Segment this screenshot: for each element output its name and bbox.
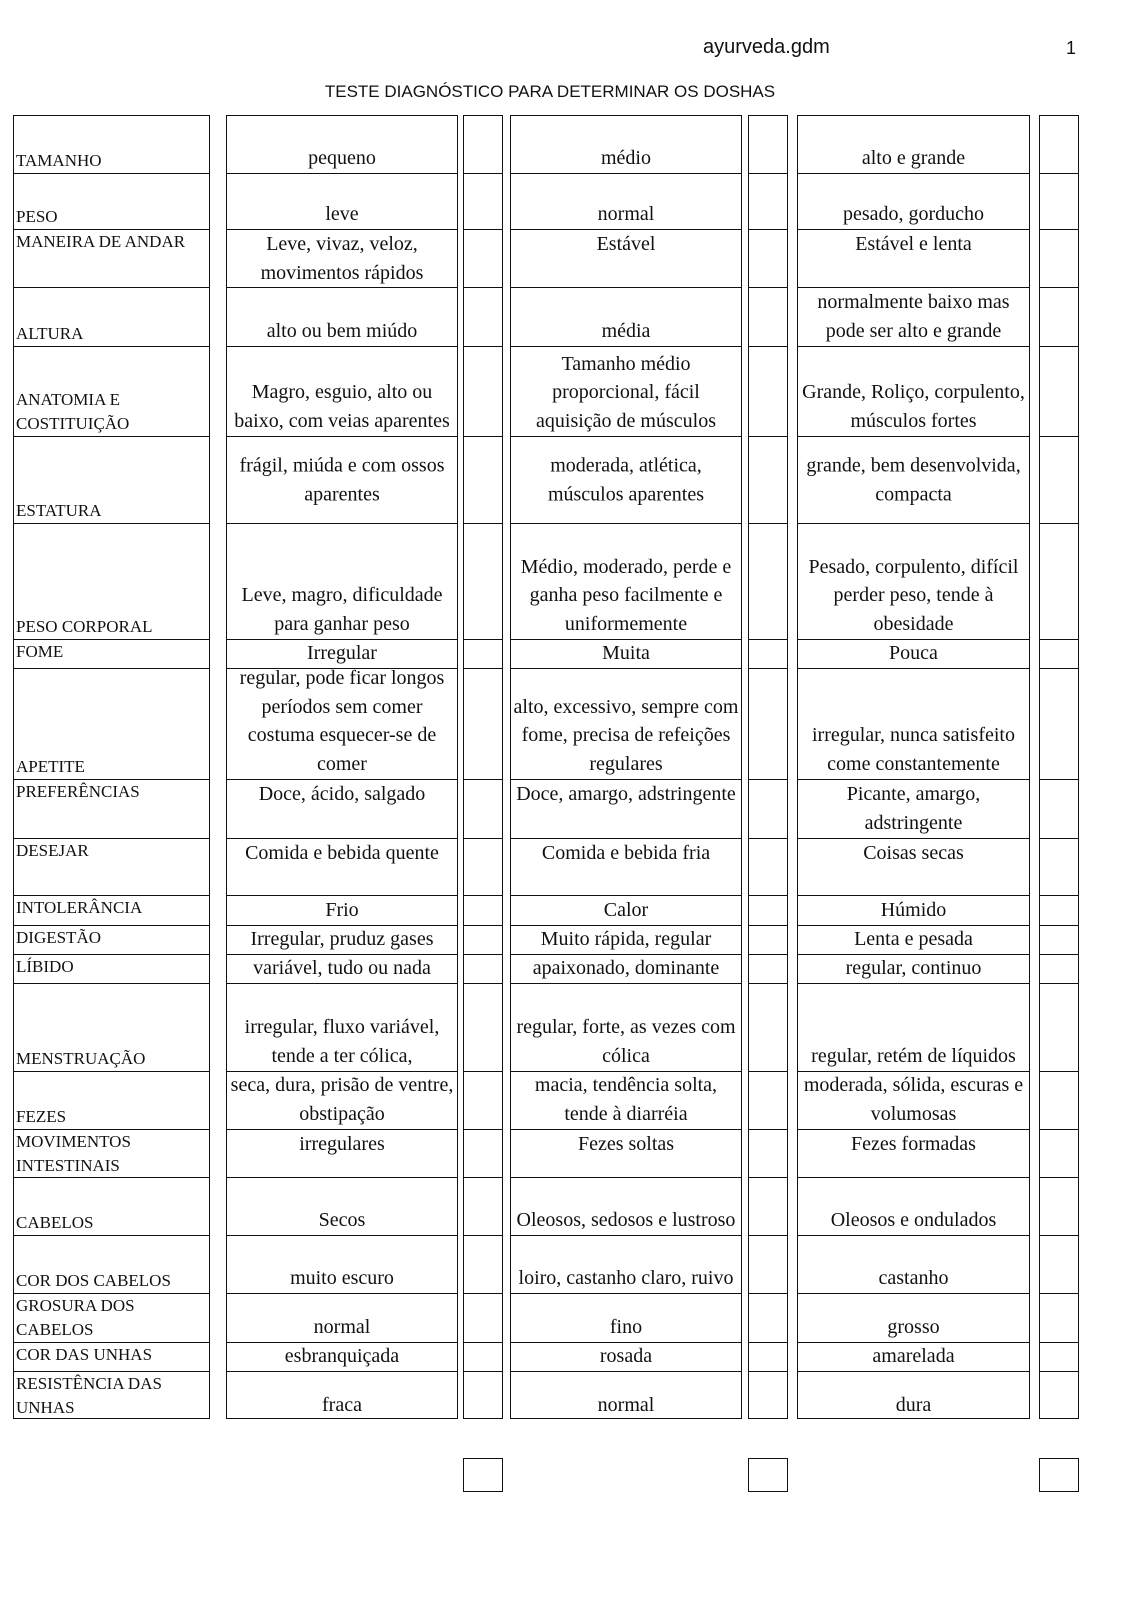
- value-text: irregulares: [299, 1133, 385, 1155]
- value-cell: [511, 1071, 741, 1129]
- value-cell: [511, 287, 741, 346]
- value-text: Húmido: [880, 898, 947, 921]
- value-text: Muita: [602, 641, 650, 664]
- check-box[interactable]: [464, 1071, 502, 1129]
- value-text: Oleosos, sedosos e lustroso: [516, 1208, 736, 1231]
- value-cell: [798, 639, 1029, 668]
- value-text: Fezes soltas: [577, 1133, 675, 1155]
- value-cell: [227, 173, 457, 229]
- value-cell: [798, 1342, 1029, 1371]
- total-box-2[interactable]: [748, 1458, 788, 1492]
- row-label: PREFERÊNCIAS: [16, 782, 140, 801]
- dosha1-column: [226, 115, 458, 1419]
- check-box[interactable]: [464, 1235, 502, 1293]
- check-box[interactable]: [1040, 287, 1078, 346]
- value-text: Picante, amargo, adstringente: [846, 783, 981, 834]
- check-box[interactable]: [464, 436, 502, 523]
- value-text: alto ou bem miúdo: [266, 319, 418, 342]
- value-cell: [511, 954, 741, 983]
- value-cell: [511, 983, 741, 1071]
- value-cell: [798, 1235, 1029, 1293]
- check-box[interactable]: [1040, 895, 1078, 925]
- value-cell: [798, 779, 1029, 838]
- value-text: regular, continuo: [845, 956, 982, 979]
- value-cell: [227, 1177, 457, 1235]
- row-label-cell: [14, 925, 209, 954]
- value-cell: [511, 925, 741, 954]
- value-text: regular, pode ficar longos períodos sem comer costuma esquecer-se de comer: [239, 667, 445, 775]
- value-text: Tamanho médio proporcional, fácil aquisição de músculos: [536, 352, 716, 432]
- value-text: Leve, magro, dificuldade para ganhar peso: [241, 584, 443, 635]
- check-box[interactable]: [1040, 1342, 1078, 1371]
- value-cell: [227, 346, 457, 436]
- row-label-cell: [14, 346, 209, 436]
- row-label: ANATOMIA E COSTITUIÇÃO: [16, 390, 130, 433]
- row-label-cell: [14, 954, 209, 983]
- check-box[interactable]: [464, 639, 502, 668]
- check-box[interactable]: [464, 229, 502, 287]
- check-box[interactable]: [1040, 1371, 1078, 1420]
- value-cell: [798, 1177, 1029, 1235]
- value-text: normal: [597, 1393, 655, 1416]
- value-cell: [511, 229, 741, 287]
- value-cell: [798, 895, 1029, 925]
- row-label: APETITE: [16, 757, 85, 776]
- value-text: Pesado, corpulento, difícil perder peso, tende à obesidade: [808, 555, 1019, 635]
- row-label-cell: [14, 523, 209, 639]
- check-box[interactable]: [464, 346, 502, 436]
- value-cell: [511, 668, 741, 779]
- value-text: médio: [601, 146, 651, 169]
- row-label-cell: [14, 983, 209, 1071]
- value-text: fino: [609, 1315, 643, 1338]
- value-text: Doce, ácido, salgado: [258, 783, 426, 805]
- value-text: fraca: [322, 1393, 362, 1416]
- value-cell: [798, 436, 1029, 523]
- check-box[interactable]: [464, 983, 502, 1071]
- value-cell: [511, 1235, 741, 1293]
- check-box[interactable]: [749, 895, 787, 925]
- value-cell: [227, 287, 457, 346]
- value-text: normalmente baixo mas pode ser alto e grande: [817, 291, 1010, 342]
- value-text: frágil, miúda e com ossos aparentes: [239, 454, 445, 505]
- value-text: normal: [313, 1315, 371, 1338]
- row-label-cell: [14, 116, 209, 173]
- value-text: Pouca: [889, 641, 938, 664]
- check-box[interactable]: [749, 838, 787, 895]
- header-filename: ayurveda.gdm: [703, 36, 830, 58]
- row-label-cell: [14, 229, 209, 287]
- value-cell: [227, 116, 457, 173]
- check-box[interactable]: [1040, 954, 1078, 983]
- value-cell: [511, 1371, 741, 1420]
- value-text: Calor: [603, 898, 649, 921]
- page-title: TESTE DIAGNÓSTICO PARA DETERMINAR OS DOSHAS: [324, 82, 776, 101]
- check-box[interactable]: [464, 838, 502, 895]
- value-cell: [227, 1371, 457, 1420]
- value-cell: [798, 229, 1029, 287]
- value-cell: [511, 779, 741, 838]
- value-cell: [227, 668, 457, 779]
- value-text: Lenta e pesada: [854, 927, 973, 950]
- value-text: Secos: [318, 1208, 366, 1231]
- check-box[interactable]: [464, 173, 502, 229]
- value-cell: [798, 983, 1029, 1071]
- value-cell: [798, 116, 1029, 173]
- check-box[interactable]: [464, 1293, 502, 1342]
- value-text: variável, tudo ou nada: [253, 956, 431, 979]
- row-label: MANEIRA DE ANDAR: [16, 232, 186, 251]
- row-label: FOME: [16, 642, 64, 661]
- check-box[interactable]: [749, 287, 787, 346]
- row-label-cell: [14, 639, 209, 668]
- check-box[interactable]: [749, 1342, 787, 1371]
- value-text: Frio: [325, 898, 359, 921]
- value-text: Doce, amargo, adstringente: [516, 783, 736, 805]
- page-number: 1: [1066, 38, 1077, 58]
- value-text: dura: [895, 1393, 932, 1416]
- value-text: irregular, fluxo variável, tende a ter cólica,: [244, 1016, 440, 1067]
- check-box[interactable]: [464, 1177, 502, 1235]
- value-text: loiro, castanho claro, ruivo: [518, 1266, 734, 1289]
- value-cell: [798, 287, 1029, 346]
- check-box[interactable]: [464, 523, 502, 639]
- value-text: Comida e bebida fria: [541, 842, 711, 864]
- check-box[interactable]: [1040, 1293, 1078, 1342]
- value-cell: [511, 346, 741, 436]
- value-cell: [227, 1293, 457, 1342]
- value-text: normal: [597, 202, 655, 225]
- value-text: pequeno: [308, 146, 376, 169]
- value-text: leve: [325, 202, 359, 225]
- value-cell: [798, 1071, 1029, 1129]
- check-box[interactable]: [749, 1071, 787, 1129]
- row-label: COR DOS CABELOS: [16, 1271, 171, 1290]
- check-box[interactable]: [1040, 983, 1078, 1071]
- value-text: rosada: [599, 1344, 653, 1367]
- row-label-cell: [14, 838, 209, 895]
- value-text: Oleosos e ondulados: [830, 1208, 997, 1231]
- row-label: MOVIMENTOS INTESTINAIS: [16, 1132, 131, 1175]
- row-label: CABELOS: [16, 1213, 94, 1232]
- value-cell: [227, 229, 457, 287]
- value-text: Irregular, pruduz gases: [250, 927, 434, 950]
- value-text: média: [601, 319, 651, 342]
- check-box[interactable]: [1040, 838, 1078, 895]
- row-label-cell: [14, 1177, 209, 1235]
- check-box[interactable]: [749, 229, 787, 287]
- check-box[interactable]: [1040, 639, 1078, 668]
- row-label-cell: [14, 287, 209, 346]
- value-text: alto, excessivo, sempre com fome, precisa de refeições regulares: [513, 695, 739, 775]
- check-box[interactable]: [749, 983, 787, 1071]
- value-text: irregular, nunca satisfeito come constantemente: [811, 724, 1015, 775]
- value-text: Coisas secas: [863, 842, 964, 864]
- row-label: INTOLERÂNCIA: [16, 898, 143, 917]
- value-text: grosso: [887, 1315, 940, 1338]
- row-label-cell: [14, 1235, 209, 1293]
- check-box[interactable]: [464, 1129, 502, 1177]
- value-cell: [511, 173, 741, 229]
- check-box[interactable]: [749, 1129, 787, 1177]
- value-text: Estável e lenta: [855, 233, 972, 255]
- value-cell: [227, 1235, 457, 1293]
- value-text: Irregular: [307, 641, 377, 664]
- check-box[interactable]: [749, 925, 787, 954]
- value-text: grande, bem desenvolvida, compacta: [806, 454, 1021, 505]
- value-cell: [227, 1071, 457, 1129]
- row-label-cell: [14, 668, 209, 779]
- value-text: seca, dura, prisão de ventre, obstipação: [230, 1074, 454, 1125]
- check-box[interactable]: [749, 1293, 787, 1342]
- check-box[interactable]: [749, 639, 787, 668]
- check-box[interactable]: [1040, 1071, 1078, 1129]
- check-box[interactable]: [464, 1342, 502, 1371]
- check-box[interactable]: [749, 173, 787, 229]
- row-label: GROSURA DOS CABELOS: [16, 1296, 135, 1339]
- row-label: DIGESTÃO: [16, 928, 101, 947]
- value-cell: [798, 954, 1029, 983]
- check-box[interactable]: [464, 287, 502, 346]
- row-label: TAMANHO: [16, 151, 102, 170]
- check-box[interactable]: [749, 1177, 787, 1235]
- check-box[interactable]: [1040, 523, 1078, 639]
- value-cell: [227, 1129, 457, 1177]
- check-box[interactable]: [464, 779, 502, 838]
- row-label-cell: [14, 895, 209, 925]
- value-text: Fezes formadas: [851, 1133, 976, 1155]
- check-column-3: [1039, 115, 1079, 1419]
- row-label-cell: [14, 1071, 209, 1129]
- check-box[interactable]: [1040, 173, 1078, 229]
- value-text: Muito rápida, regular: [540, 927, 712, 950]
- check-box[interactable]: [749, 1235, 787, 1293]
- total-box-3[interactable]: [1039, 1458, 1079, 1492]
- row-label-cell: [14, 779, 209, 838]
- row-label: RESISTÊNCIA DAS UNHAS: [16, 1374, 162, 1417]
- check-box[interactable]: [464, 668, 502, 779]
- row-label: ALTURA: [16, 324, 84, 343]
- value-cell: [511, 436, 741, 523]
- value-text: moderada, sólida, escuras e volumosas: [803, 1074, 1024, 1125]
- value-cell: [511, 838, 741, 895]
- check-box[interactable]: [749, 346, 787, 436]
- row-label-cell: [14, 1371, 209, 1420]
- value-cell: [511, 895, 741, 925]
- check-box[interactable]: [749, 668, 787, 779]
- check-box[interactable]: [464, 954, 502, 983]
- value-cell: [227, 983, 457, 1071]
- row-label-cell: [14, 173, 209, 229]
- row-label: MENSTRUAÇÃO: [16, 1049, 146, 1068]
- value-cell: [227, 779, 457, 838]
- row-label: PESO CORPORAL: [16, 617, 153, 636]
- value-text: regular, forte, as vezes com cólica: [516, 1016, 736, 1067]
- check-column-1: [463, 115, 503, 1419]
- value-cell: [798, 838, 1029, 895]
- row-label-cell: [14, 1342, 209, 1371]
- dosha2-column: [510, 115, 742, 1419]
- value-cell: [227, 523, 457, 639]
- check-column-2: [748, 115, 788, 1419]
- value-text: Leve, vivaz, veloz, movimentos rápidos: [260, 233, 424, 284]
- value-text: regular, retém de líquidos: [811, 1044, 1016, 1067]
- row-label: FEZES: [16, 1107, 67, 1126]
- check-box[interactable]: [1040, 1235, 1078, 1293]
- value-cell: [798, 668, 1029, 779]
- value-text: Comida e bebida quente: [245, 842, 439, 864]
- value-text: Estável: [596, 233, 656, 255]
- check-box[interactable]: [464, 1371, 502, 1420]
- value-cell: [227, 838, 457, 895]
- row-label: LÍBIDO: [16, 957, 74, 976]
- row-label-cell: [14, 1293, 209, 1342]
- check-box[interactable]: [749, 779, 787, 838]
- check-box[interactable]: [464, 116, 502, 173]
- value-cell: [798, 1371, 1029, 1420]
- check-box[interactable]: [749, 436, 787, 523]
- value-cell: [511, 1342, 741, 1371]
- row-label-cell: [14, 1129, 209, 1177]
- check-box[interactable]: [1040, 1129, 1078, 1177]
- value-text: muito escuro: [290, 1266, 394, 1289]
- value-text: Médio, moderado, perde e ganha peso facilmente e uniformemente: [520, 555, 732, 635]
- check-box[interactable]: [749, 116, 787, 173]
- row-label: DESEJAR: [16, 841, 89, 860]
- check-box[interactable]: [1040, 668, 1078, 779]
- label-column: [13, 115, 210, 1419]
- check-box[interactable]: [464, 925, 502, 954]
- check-box[interactable]: [464, 895, 502, 925]
- value-cell: [511, 116, 741, 173]
- total-box-1[interactable]: [463, 1458, 503, 1492]
- value-cell: [227, 436, 457, 523]
- value-text: castanho: [878, 1266, 949, 1289]
- value-cell: [798, 925, 1029, 954]
- row-label: COR DAS UNHAS: [16, 1345, 153, 1364]
- check-box[interactable]: [1040, 1177, 1078, 1235]
- check-box[interactable]: [1040, 346, 1078, 436]
- value-text: Magro, esguio, alto ou baixo, com veias aparentes: [234, 381, 450, 432]
- value-cell: [227, 895, 457, 925]
- value-cell: [798, 173, 1029, 229]
- check-box[interactable]: [749, 954, 787, 983]
- row-label-cell: [14, 436, 209, 523]
- row-label: PESO: [16, 207, 58, 226]
- value-cell: [798, 1129, 1029, 1177]
- value-text: moderada, atlética, músculos aparentes: [547, 454, 705, 505]
- value-cell: [511, 1293, 741, 1342]
- check-box[interactable]: [1040, 925, 1078, 954]
- value-cell: [227, 954, 457, 983]
- value-cell: [227, 1342, 457, 1371]
- value-text: pesado, gorducho: [842, 202, 985, 225]
- row-label: ESTATURA: [16, 501, 102, 520]
- check-box[interactable]: [1040, 116, 1078, 173]
- check-box[interactable]: [1040, 779, 1078, 838]
- value-text: alto e grande: [861, 146, 966, 169]
- check-box[interactable]: [1040, 436, 1078, 523]
- check-box[interactable]: [749, 523, 787, 639]
- value-text: apaixonado, dominante: [532, 956, 720, 979]
- value-cell: [511, 1129, 741, 1177]
- value-cell: [511, 639, 741, 668]
- dosha3-column: [797, 115, 1030, 1419]
- check-box[interactable]: [1040, 229, 1078, 287]
- value-cell: [798, 523, 1029, 639]
- value-cell: [798, 1293, 1029, 1342]
- value-cell: [227, 925, 457, 954]
- check-box[interactable]: [749, 1371, 787, 1420]
- value-text: esbranquiçada: [284, 1344, 400, 1367]
- value-text: Grande, Roliço, corpulento, músculos fortes: [802, 381, 1025, 432]
- value-cell: [798, 346, 1029, 436]
- value-cell: [511, 1177, 741, 1235]
- value-cell: [511, 523, 741, 639]
- value-text: amarelada: [872, 1344, 955, 1367]
- value-text: macia, tendência solta, tende à diarréia: [534, 1074, 718, 1125]
